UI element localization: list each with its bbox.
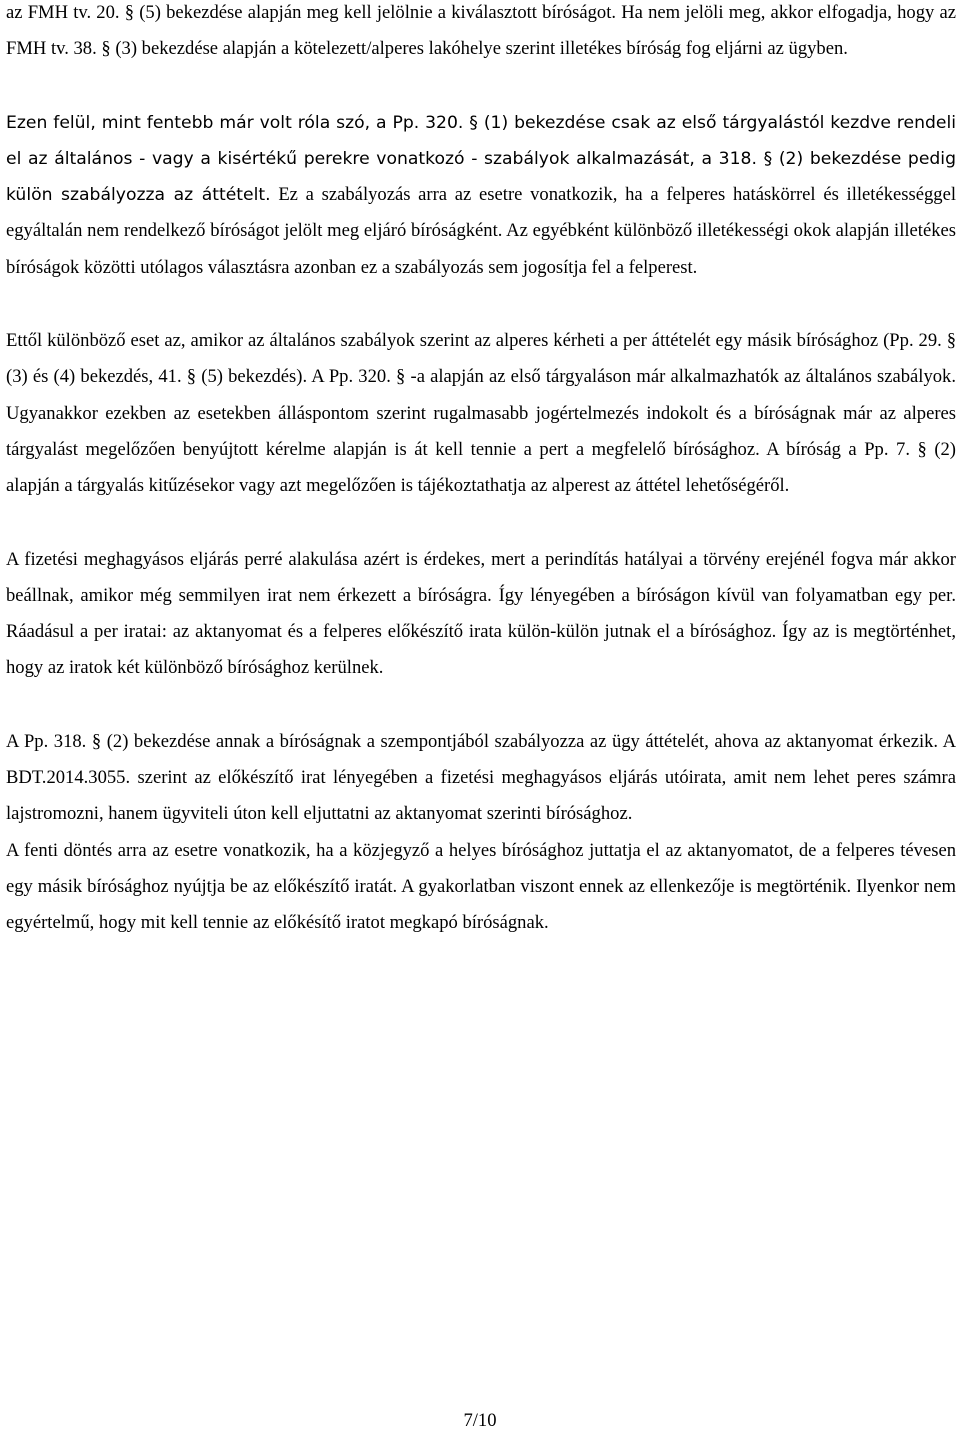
paragraph-3 bbox=[6, 323, 956, 504]
paragraph-text: Ettől különböző eset az, amikor az általános szabályok szerint az alperes kérheti a per áttételét egy másik bírósághoz (Pp. 29. § (3) és (4) bekezdés, 41. § (5) bekezdés). A Pp. 320. § -a alapján az első tárgyaláson már alkalmazhatók az általános szabályok. Ugyanakkor ezekben az esetekben álláspontom szerint rugalmasabb jogértelmezés indokolt és a bíróságnak már az alperes tárgyalást megelőzően benyújtott kérelme alapján is át kell tennie a pert a megfelelő bírósághoz. A bíróság a Pp. 7. § (2) alapján a tárgyalás kitűzésekor vagy azt megelőzően is tájékoztathatja az alperest az áttétel lehetőségéről. bbox=[6, 330, 956, 497]
document-page bbox=[6, 0, 956, 942]
paragraph-text: A Pp. 318. § (2) bekezdése annak a bíróságnak a szempontjából szabályozza az ügy áttételét, ahova az aktanyomat érkezik. A BDT.2014.3055. szerint az előkészítő irat lényegében a fizetési meghagyásos eljárás utóirata, amit nem lehet peres számra lajstromozni, hanem ügyviteli úton kell eljuttatni az aktanyomat szerinti bírósághoz. bbox=[6, 730, 956, 825]
paragraph-6 bbox=[6, 833, 956, 942]
paragraph-text: Ez a szabályozás arra az esetre vonatkozik, ha a felperes hatáskörrel és illetékességgel egyáltalán nem rendelkező bíróságot jelölt meg eljáró bíróságként. Az egyébként különböző illetékességi okok alapján illetékes bíróságok közötti utólagos választásra azonban ez a szabályozás sem jogosítja fel a felperest. bbox=[6, 184, 956, 278]
paragraph-4 bbox=[6, 542, 956, 687]
paragraph-text-sans: Ezen felül, mint fentebb már volt róla szó, a Pp. 320. § (1) bekezdése csak az első tárgyalástól kezdve rendeli el az általános - vagy a kisértékű perekre vonatkozó - szabályok alkalmazását, a 318. § (2) bekezdése pedig külön szabályozza az áttételt. bbox=[6, 112, 956, 206]
paragraph-text: A fizetési meghagyásos eljárás perré alakulása azért is érdekes, mert a perindítás hatályai a törvény erejénél fogva már akkor beállnak, amikor még semmilyen irat nem érkezett a bíróságra. Így lényegében a bíróságon kívül van folyamatban egy per. Ráadásul a per iratai: az aktanyomat és a felperes előkészítő irata külön-külön jutnak el a bírósághoz. Így az is megtörténhet, hogy az iratok két különböző bírósághoz kerülnek. bbox=[6, 548, 956, 679]
paragraph-1 bbox=[6, 0, 956, 68]
paragraph-5 bbox=[6, 724, 956, 833]
paragraph-text: az FMH tv. 20. § (5) bekezdése alapján meg kell jelölnie a kiválasztott bíróságot. Ha nem jelöli meg, akkor elfogadja, hogy az FMH tv. 38. § (3) bekezdése alapján a kötelezett/alperes lakóhelye szerint illetékes bíróság fog eljárni az ügyben. bbox=[6, 2, 956, 60]
paragraph-2 bbox=[6, 105, 956, 286]
paragraph-text: A fenti döntés arra az esetre vonatkozik, ha a közjegyző a helyes bírósághoz juttatja el az aktanyomatot, de a felperes tévesen egy másik bírósághoz nyújtja be az előkészítő iratát. A gyakorlatban viszont ennek az ellenkezője is megtörténik. Ilyenkor nem egyértelmű, hogy mit kell tennie az előkésítő iratot megkapó bíróságnak. bbox=[6, 839, 956, 934]
page-number: 7/10 bbox=[463, 1410, 497, 1431]
